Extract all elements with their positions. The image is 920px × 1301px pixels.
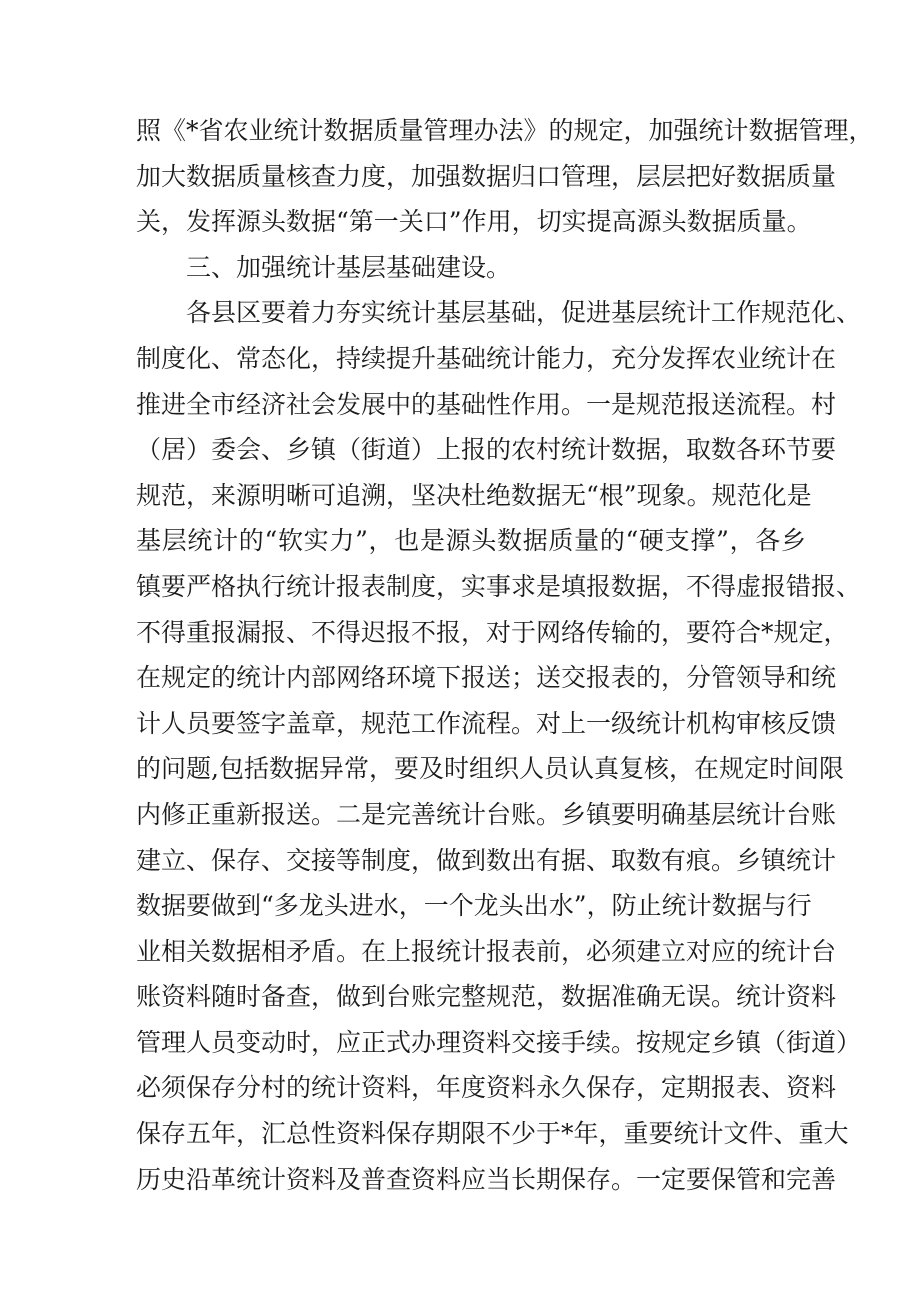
text-line: 历史沿革统计资料及普查资料应当长期保存。一定要保管和完善 [136, 1164, 837, 1194]
text-line: 加大数据质量核查力度，加强数据归口管理，层层把好数据质量 [136, 161, 837, 191]
text-line: 推进全市经济社会发展中的基础性作用。一是规范报送流程。村 [136, 389, 837, 419]
text-line: 镇要严格执行统计报表制度，实事求是填报数据，不得虚报错报、 [136, 571, 862, 601]
text-line: 规范，来源明晰可追溯，坚决杜绝数据无“根”现象。规范化是 [136, 480, 812, 510]
paragraph-continuation [136, 108, 874, 245]
text-line: 关，发挥源头数据“第一关口”作用，切实提高源头数据质量。 [136, 207, 812, 237]
text-line: （居）委会、乡镇（街道）上报的农村统计数据，取数各环节要 [136, 435, 837, 465]
document-body [136, 108, 874, 1202]
text-line: 基层统计的“软实力”，也是源头数据质量的“硬支撑”，各乡 [136, 526, 806, 556]
text-line: 不得重报漏报、不得迟报不报，对于网络传输的，要符合*规定， [136, 617, 849, 647]
text-line: 在规定的统计内部网络环境下报送；送交报表的，分管领导和统 [136, 663, 837, 693]
text-line: 业相关数据相矛盾。在上报统计报表前，必须建立对应的统计台 [136, 936, 837, 966]
text-line: 内修正重新报送。二是完善统计台账。乡镇要明确基层统计台账 [136, 799, 837, 829]
text-line: 计人员要签字盖章，规范工作流程。对上一级统计机构审核反馈 [136, 708, 837, 738]
text-line: 保存五年，汇总性资料保存期限不少于*年，重要统计文件、重大 [136, 1119, 849, 1149]
text-line: 各县区要着力夯实统计基层基础，促进基层统计工作规范化、 [186, 298, 862, 328]
text-line: 数据要做到“多龙头进水，一个龙头出水”，防止统计数据与行 [136, 891, 812, 921]
text-line: 必须保存分村的统计资料，年度资料永久保存，定期报表、资料 [136, 1073, 837, 1103]
text-line: 建立、保存、交接等制度，做到数出有据、取数有痕。乡镇统计 [136, 845, 837, 875]
text-line: 的问题,包括数据异常，要及时组织人员认真复核，在规定时间限 [136, 754, 844, 784]
text-line: 账资料随时备查，做到台账完整规范，数据准确无误。统计资料 [136, 982, 837, 1012]
text-line: 照《*省农业统计数据质量管理办法》的规定，加强统计数据管理， [136, 116, 874, 145]
section-heading [136, 245, 806, 291]
text-line: 制度化、常态化，持续提升基础统计能力，充分发挥农业统计在 [136, 343, 837, 373]
paragraph-section-three [136, 290, 862, 1202]
heading-line: 三、加强统计基层基础建设。 [186, 252, 512, 282]
text-line: 管理人员变动时，应正式办理资料交接手续。按规定乡镇（街道） [136, 1027, 862, 1057]
